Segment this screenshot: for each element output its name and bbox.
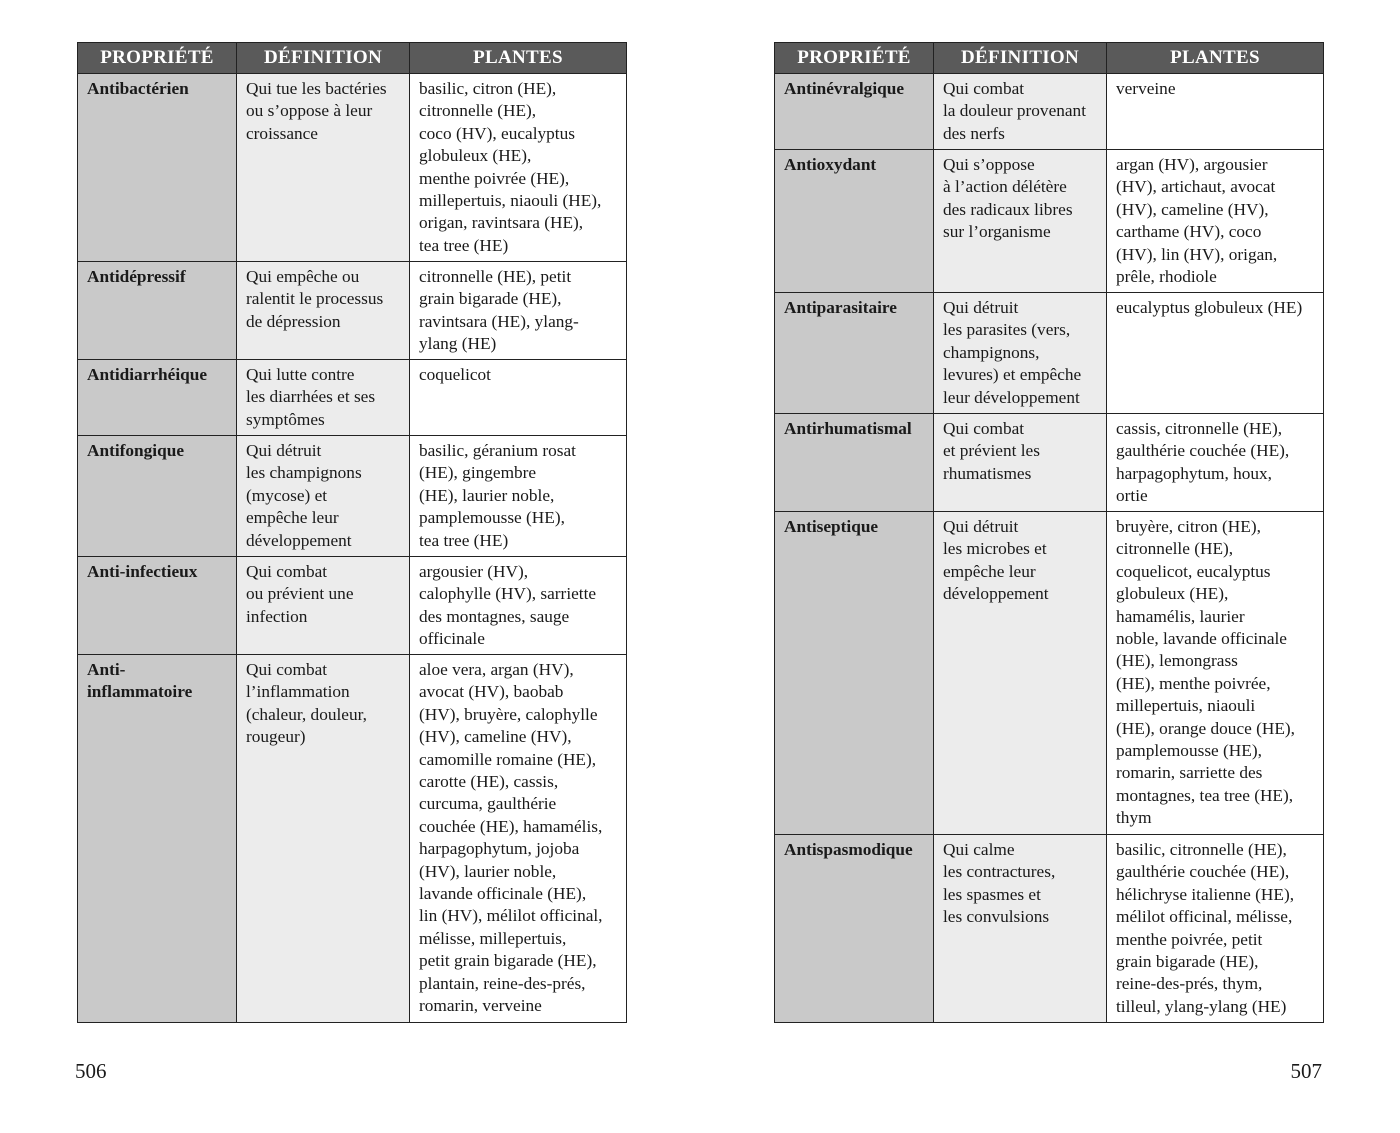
definition-cell: Qui détruit les champignons (mycose) et empêche leur développement: [237, 436, 410, 557]
table-row: [78, 655, 627, 1023]
header-plantes: PLANTES: [1107, 43, 1324, 74]
definition-cell: Qui combat l’inflammation (chaleur, douleur, rougeur): [237, 655, 410, 1023]
definition-cell: Qui combat et prévient les rhumatismes: [934, 414, 1107, 512]
table-row: [78, 436, 627, 557]
plants-cell: cassis, citronnelle (HE), gaulthérie couchée (HE), harpagophytum, houx, ortie: [1107, 414, 1324, 512]
plants-cell: argan (HV), argousier (HV), artichaut, avocat (HV), cameline (HV), carthame (HV), coco (HV), lin (HV), origan, prêle, rhodiole: [1107, 150, 1324, 293]
table-row: [78, 262, 627, 360]
plants-cell: eucalyptus globuleux (HE): [1107, 293, 1324, 414]
property-cell: Antiseptique: [775, 512, 934, 835]
property-cell: Antioxydant: [775, 150, 934, 293]
plants-cell: basilic, citronnelle (HE), gaulthérie couchée (HE), hélichryse italienne (HE), mélilot officinal, mélisse, menthe poivrée, petit grain bigarade (HE), reine-des-prés, thym, tilleul, ylang-ylang (HE): [1107, 835, 1324, 1023]
definition-cell: Qui s’oppose à l’action délétère des radicaux libres sur l’organisme: [934, 150, 1107, 293]
property-cell: Antirhumatismal: [775, 414, 934, 512]
definition-cell: Qui combat la douleur provenant des nerfs: [934, 74, 1107, 150]
plants-cell: citronnelle (HE), petit grain bigarade (HE), ravintsara (HE), ylang- ylang (HE): [410, 262, 627, 360]
plants-cell: verveine: [1107, 74, 1324, 150]
table-row: [78, 74, 627, 262]
definition-cell: Qui tue les bactéries ou s’oppose à leur croissance: [237, 74, 410, 262]
page-number: 507: [1290, 1059, 1322, 1083]
definition-cell: Qui détruit les microbes et empêche leur développement: [934, 512, 1107, 835]
definition-cell: Qui combat ou prévient une infection: [237, 557, 410, 655]
property-cell: Anti- inflammatoire: [78, 655, 237, 1023]
property-cell: Antibactérien: [78, 74, 237, 262]
header-definition: DÉFINITION: [237, 43, 410, 74]
page-number: 506: [75, 1059, 107, 1083]
property-cell: Antidépressif: [78, 262, 237, 360]
table-row: [78, 360, 627, 436]
property-cell: Antiparasitaire: [775, 293, 934, 414]
definition-cell: Qui empêche ou ralentit le processus de dépression: [237, 262, 410, 360]
table-header-row: [775, 43, 1324, 74]
header-propriete: PROPRIÉTÉ: [78, 43, 237, 74]
table-header-row: [78, 43, 627, 74]
table-row: [775, 293, 1324, 414]
plants-cell: coquelicot: [410, 360, 627, 436]
header-definition: DÉFINITION: [934, 43, 1107, 74]
plants-cell: aloe vera, argan (HV), avocat (HV), baobab (HV), bruyère, calophylle (HV), cameline (HV), camomille romaine (HE), carotte (HE), cassis, curcuma, gaulthérie couchée (HE), hamamélis, harpagophytum, jojoba (HV), laurier noble, lavande officinale (HE), lin (HV), mélilot officinal, mélisse, millepertuis, petit grain bigarade (HE), plantain, reine-des-prés, romarin, verveine: [410, 655, 627, 1023]
property-cell: Antidiarrhéique: [78, 360, 237, 436]
header-propriete: PROPRIÉTÉ: [775, 43, 934, 74]
plants-cell: argousier (HV), calophylle (HV), sarriette des montagnes, sauge officinale: [410, 557, 627, 655]
table-row: [775, 512, 1324, 835]
property-cell: Anti-infectieux: [78, 557, 237, 655]
table-row: [775, 414, 1324, 512]
property-cell: Antispasmodique: [775, 835, 934, 1023]
table-row: [775, 150, 1324, 293]
property-cell: Antinévralgique: [775, 74, 934, 150]
right-page: [700, 0, 1400, 1133]
definition-cell: Qui lutte contre les diarrhées et ses symptômes: [237, 360, 410, 436]
table-row: [775, 835, 1324, 1023]
properties-table-left: [77, 42, 627, 1023]
header-plantes: PLANTES: [410, 43, 627, 74]
property-cell: Antifongique: [78, 436, 237, 557]
definition-cell: Qui détruit les parasites (vers, champignons, levures) et empêche leur développement: [934, 293, 1107, 414]
properties-table-right: [774, 42, 1324, 1023]
table-row: [78, 557, 627, 655]
definition-cell: Qui calme les contractures, les spasmes et les convulsions: [934, 835, 1107, 1023]
plants-cell: basilic, géranium rosat (HE), gingembre (HE), laurier noble, pamplemousse (HE), tea tree (HE): [410, 436, 627, 557]
plants-cell: bruyère, citron (HE), citronnelle (HE), coquelicot, eucalyptus globuleux (HE), hamamélis, laurier noble, lavande officinale (HE), lemongrass (HE), menthe poivrée, millepertuis, niaouli (HE), orange douce (HE), pamplemousse (HE), romarin, sarriette des montagnes, tea tree (HE), thym: [1107, 512, 1324, 835]
table-row: [775, 74, 1324, 150]
plants-cell: basilic, citron (HE), citronnelle (HE), coco (HV), eucalyptus globuleux (HE), menthe poivrée (HE), millepertuis, niaouli (HE), origan, ravintsara (HE), tea tree (HE): [410, 74, 627, 262]
